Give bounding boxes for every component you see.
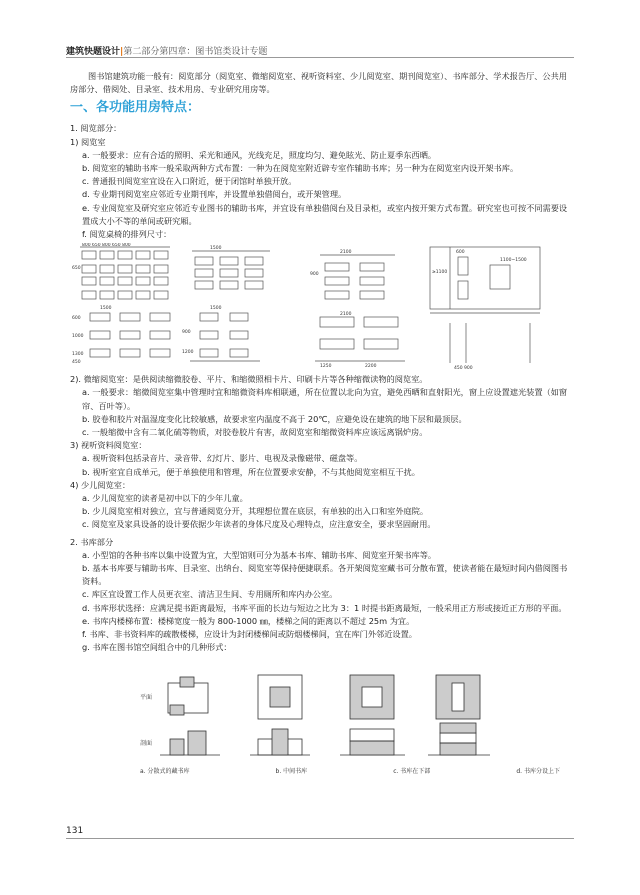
dim-label: 2100 bbox=[340, 250, 352, 256]
dim-label: 800 650 800 650 800 bbox=[82, 243, 131, 249]
list-item: a. 一般要求：应有合适的照明、采光和通风，光线充足，照度均匀、避免眩光、防止夏季东西晒。 bbox=[82, 149, 437, 160]
dim-label: 900 bbox=[310, 272, 319, 278]
header-chapter: 第二部分第四章：图书馆类设计专题 bbox=[123, 47, 268, 57]
layout-diagram-3 bbox=[320, 255, 395, 299]
page-header bbox=[66, 44, 267, 57]
heading-audiovisual: 3) 视听资料阅览室： bbox=[70, 440, 147, 451]
list-item: a. 少儿阅览室的读者是初中以下的少年儿童。 bbox=[82, 493, 248, 504]
list-item: a. 一般要求：缩微阅览室集中管理时宜和缩微资料库相联通，所在位置以北向为宜，避免西晒和直射阳光，窗上应设置遮光装置（如窗帘、百叶等）。 bbox=[82, 387, 568, 411]
caption-b: b. 中间书库 bbox=[275, 767, 308, 775]
list-item: c. 库区宜设置工作人员更衣室、清洁卫生间、专用厕所和库内办公室。 bbox=[82, 589, 338, 600]
caption-d: d. 书库分设上下 bbox=[516, 767, 560, 775]
list-item: b. 胶卷和胶片对温湿度变化比较敏感，故要求室内温度不高于 20℃，应避免设在建筑的地下层和最顶层。 bbox=[82, 413, 467, 424]
list-item: e. 专业阅览室及研究室应邻近专业图书的辅助书库，并宜设有单独借阅台及目录柜，或室内按开架方式布置。研究室也可按不同需要设置成大小不等的单间或研究厢。 bbox=[82, 202, 568, 226]
list-item: d. 书库形状选择：应满足提书距离最短，书库平面的长边与短边之比为 3：1 时提书距离最短，一般采用正方形或接近正方形的平面。 bbox=[82, 602, 567, 613]
dim-label: 450 bbox=[72, 360, 81, 366]
layout-diagram-1 bbox=[80, 247, 170, 299]
page-number: 131 bbox=[66, 826, 84, 836]
list-item: c. 普通报刊阅览室宜设在入口附近，便于闭馆时单独开放。 bbox=[82, 176, 297, 187]
section-title: 一、各功能用房特点： bbox=[70, 100, 201, 116]
caption-a: a. 分散式的藏书库 bbox=[140, 767, 190, 775]
heading-children: 4) 少儿阅览室： bbox=[70, 479, 131, 490]
layout-diagram-4 bbox=[430, 247, 540, 363]
furniture-layout-figure bbox=[70, 243, 575, 369]
dim-label: 1200 bbox=[182, 350, 194, 356]
list-item: a. 视听资料包括录音片、录音带、幻灯片、影片、电视及录像磁带、磁盘等。 bbox=[82, 453, 363, 464]
dim-label: 1000 bbox=[72, 334, 84, 340]
layout-diagram-6 bbox=[190, 313, 260, 361]
intro-paragraph: 图书馆建筑功能一般有：阅览部分（阅览室、微缩阅览室、视听资料室、少儿阅览室、期刊阅览室）、书库部分、学术报告厅、公共用房部分、借阅处、目录室、技术用房、专业研究用房等。 bbox=[70, 71, 567, 95]
dim-label: ≥1100 bbox=[432, 270, 448, 276]
dim-label: 1100~1500 bbox=[500, 258, 527, 264]
dim-label: 1250 bbox=[320, 364, 332, 370]
layout-diagram-5 bbox=[90, 313, 170, 357]
heading-reading: 1. 阅览部分： bbox=[70, 123, 122, 134]
dim-label: 450 900 bbox=[454, 366, 473, 370]
heading-reading-room: 1) 阅览室 bbox=[70, 136, 106, 147]
list-item: b. 基本书库要与辅助书库、目录室、出纳台、阅览室等保持便捷联系。各开架阅览室藏书可分散布置，使读者能在最短时间内借阅图书资料。 bbox=[82, 563, 568, 587]
dim-label: 600 bbox=[456, 250, 465, 256]
list-item: a. 小型馆的各种书库以集中设置为宜，大型馆则可分为基本书库、辅助书库、阅览室开架书库等。 bbox=[82, 549, 437, 560]
list-item: b. 少儿阅览室相对独立，宜与普通阅览分开，其理想位置在底层，有单独的出入口和室外庭院。 bbox=[82, 506, 429, 517]
list-item: c. 一般缩微中含有二氧化硫等物质，对胶卷胶片有害，故阅览室和缩微资料库应该远离锅炉房。 bbox=[82, 427, 428, 438]
dim-label: 900 bbox=[182, 330, 191, 336]
caption-c: c. 书库在下部 bbox=[393, 767, 431, 775]
list-item: d. 专业期刊阅览室应邻近专业期刊库，并设置单独借阅台，或开架管理。 bbox=[82, 189, 347, 200]
header-rule bbox=[66, 57, 574, 58]
list-item: c. 阅览室及家具设备的设计要依据少年读者的身体尺度及心理特点，应注意安全，要求坚固耐用。 bbox=[82, 519, 436, 530]
dim-label: 2100 bbox=[340, 312, 352, 318]
dim-label: 1500 bbox=[210, 306, 222, 312]
layout-diagram-2 bbox=[192, 251, 270, 289]
list-item: b. 阅览室的辅助书库一般采取两种方式布置：一种为在阅览室附近辟专室作辅助书库；另一种为在阅览室内设开架书库。 bbox=[82, 163, 519, 174]
dim-label: 650 bbox=[72, 266, 81, 272]
list-item: g. 书库在图书馆空间组合中的几种形式： bbox=[82, 642, 232, 653]
dim-label: 1500 bbox=[100, 306, 112, 312]
stack-arrangement-figure bbox=[140, 659, 560, 778]
list-item: f. 书库、非书资料库的疏散楼梯，应设计为封闭楼梯间或防烟楼梯间，宜在库门外邻近设置。 bbox=[82, 629, 417, 640]
dim-label: 600 bbox=[72, 316, 81, 322]
stack-diagrams bbox=[140, 659, 560, 759]
header-book-title: 建筑快题设计 bbox=[66, 47, 121, 57]
layout-diagram-7 bbox=[315, 317, 405, 361]
list-item: b. 视听室宜自成单元，便于单独使用和管理，所在位置要求安静，不与其他阅览室相互干扰。 bbox=[82, 466, 420, 477]
plan-label: 平面 bbox=[140, 693, 153, 701]
page-body bbox=[70, 70, 575, 778]
heading-microfilm: 2). 微缩阅览室：是供阅读缩微胶卷、平片、和缩微照相卡片、印刷卡片等各种缩微读物的阅览室。 bbox=[70, 374, 428, 385]
list-item: f. 阅览桌椅的排列尺寸： bbox=[82, 229, 172, 240]
heading-stacks: 2. 书库部分 bbox=[70, 536, 114, 547]
footer-rule bbox=[66, 838, 574, 839]
dim-label: 2200 bbox=[365, 364, 377, 370]
list-item: e. 书库内楼梯布置：楼梯宽度一般为 800-1000 ㎜，楼梯之间的距离以不超过 25m 为宜。 bbox=[82, 615, 415, 626]
stack-captions bbox=[140, 765, 560, 778]
header-separator: | bbox=[120, 47, 124, 57]
dim-label: 1500 bbox=[210, 246, 222, 252]
table-arrangement-diagrams bbox=[70, 243, 575, 369]
section-label: 剖面 bbox=[140, 739, 153, 747]
dim-label: 1300 bbox=[72, 352, 84, 358]
